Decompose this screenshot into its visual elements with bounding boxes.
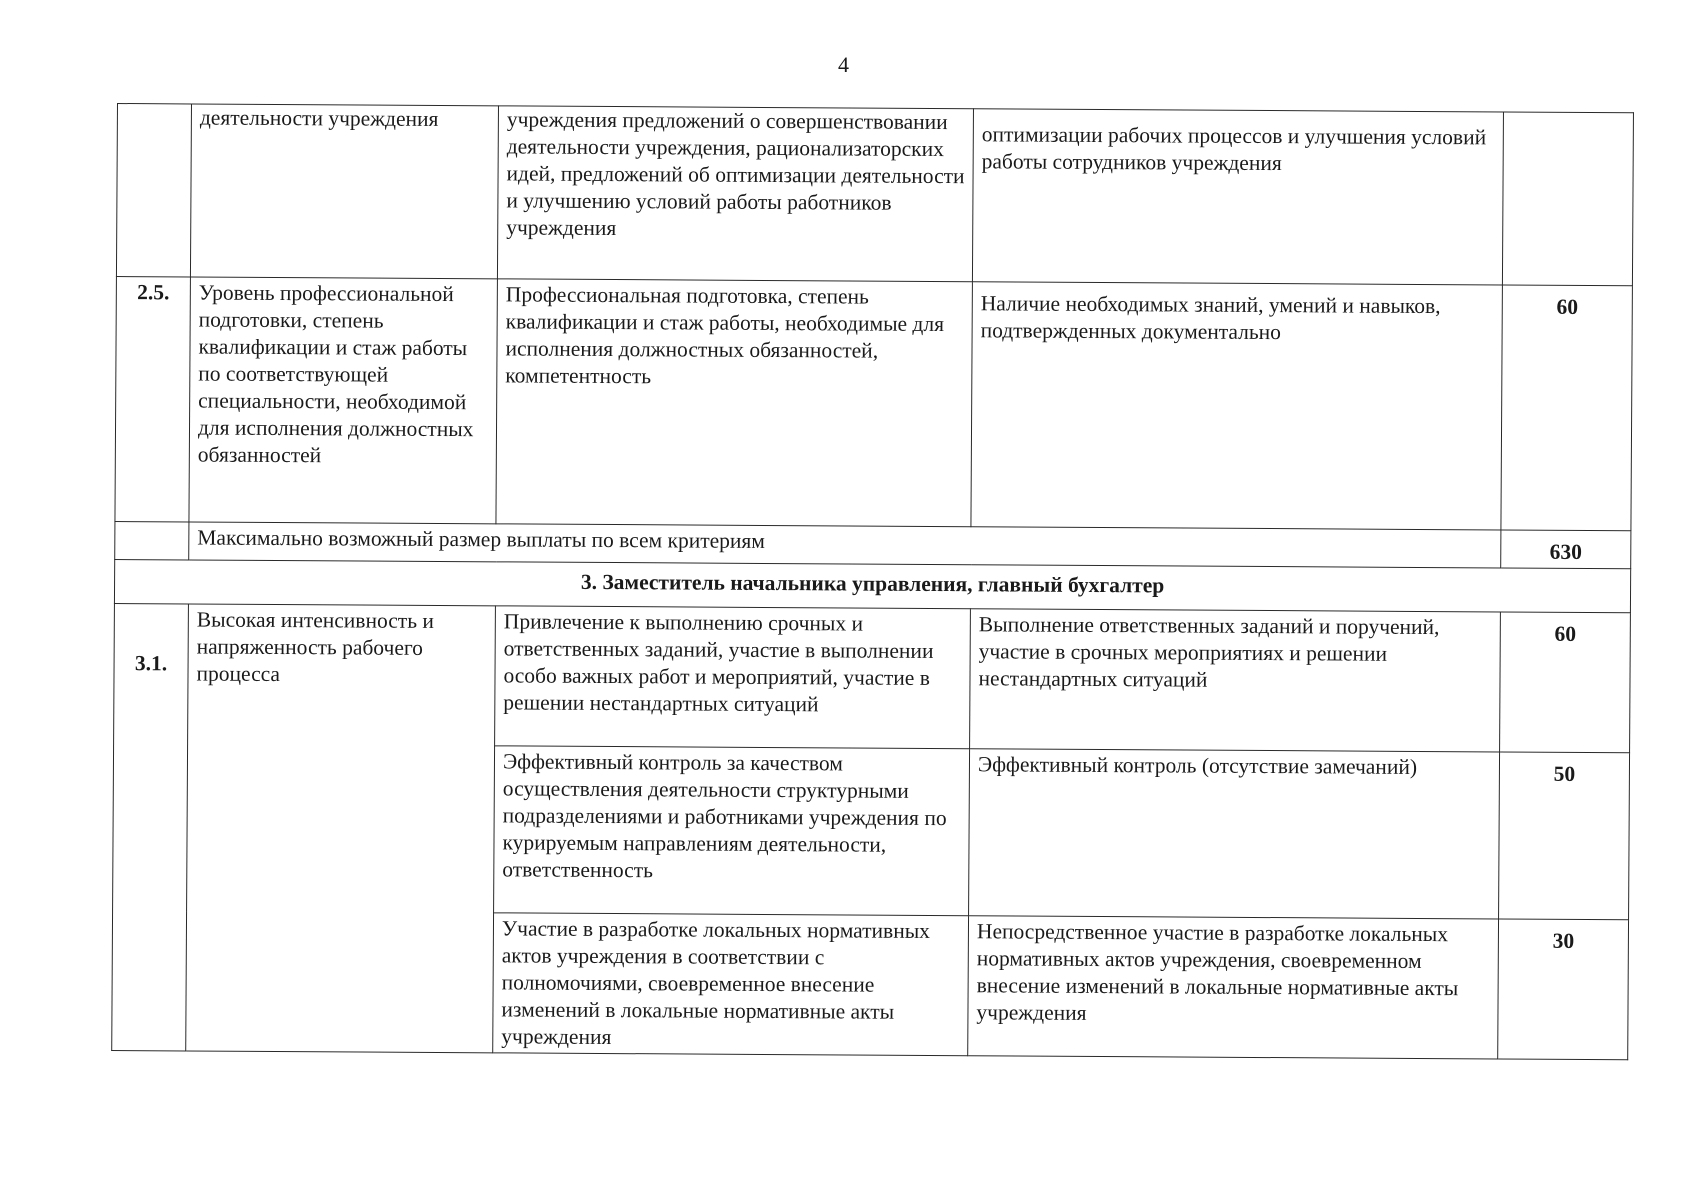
indicator-cell: Непосредственное участие в разработке локальных нормативных актов учреждения, своевременном внесение изменений в локальные нормативные акты учреждения [968, 916, 1499, 1059]
points-cell: 50 [1499, 752, 1630, 920]
conditions-cell: Участие в разработке локальных нормативных актов учреждения в соответствии с полномочиями, своевременное внесение изменений в локальные нормативные акты учреждения [493, 913, 969, 1056]
criteria-table [111, 103, 1634, 1060]
conditions-cell: учреждения предложений о совершенствовании деятельности учреждения, рационализаторских идей, предложений об оптимизации деятельности и улучшению условий работы работников учреждения [497, 106, 973, 282]
indicator-cell: оптимизации рабочих процессов и улучшения условий работы сотрудников учреждения [972, 109, 1503, 285]
indicator-cell: Эффективный контроль (отсутствие замечаний) [969, 749, 1500, 919]
conditions-cell: Эффективный контроль за качеством осуществления деятельности структурными подразделениями и работниками учреждения по курируемым направлениям деятельности, ответственность [494, 746, 970, 916]
total-label-cell: Максимально возможный размер выплаты по всем критериям [189, 522, 1501, 568]
page-number: 4 [838, 52, 849, 77]
row-number-cell [112, 603, 189, 1050]
criterion-cell: Уровень профессиональной подготовки, степень квалификации и стаж работы по соответствующей специальности, необходимой для исполнения должностных обязанностей [189, 277, 497, 524]
empty-number-cell [115, 521, 189, 559]
row-number-cell: 2.5. [115, 276, 190, 521]
table-row [115, 276, 1632, 530]
conditions-cell: Профессиональная подготовка, степень квалификации и стаж работы, необходимые для исполнения должностных обязанностей, компетентность [496, 279, 972, 527]
criterion-cell: Высокая интенсивность и напряженность рабочего процесса [186, 604, 496, 1053]
row-number-cell [116, 104, 191, 277]
points-cell: 30 [1498, 919, 1629, 1060]
indicator-cell: Наличие необходимых знаний, умений и навыков, подтвержденных документально [971, 282, 1502, 530]
criterion-cell: деятельности учреждения [190, 104, 498, 279]
section-header: 3. Заместитель начальника управления, главный бухгалтер [114, 559, 1630, 612]
points-cell [1502, 112, 1633, 286]
points-cell: 60 [1501, 285, 1632, 531]
indicator-cell: Выполнение ответственных заданий и поручений, участие в срочных мероприятиях и решении нестандартных ситуаций [970, 609, 1501, 752]
row-number: 3.1. [134, 651, 168, 676]
table-row [114, 603, 1631, 752]
table-row [116, 104, 1633, 286]
total-points-cell: 630 [1501, 530, 1631, 569]
points-cell: 60 [1500, 612, 1631, 753]
conditions-cell: Привлечение к выполнению срочных и ответственных заданий, участие в выполнении особо важных работ и мероприятий, участие в решении нестандартных ситуаций [495, 606, 971, 749]
